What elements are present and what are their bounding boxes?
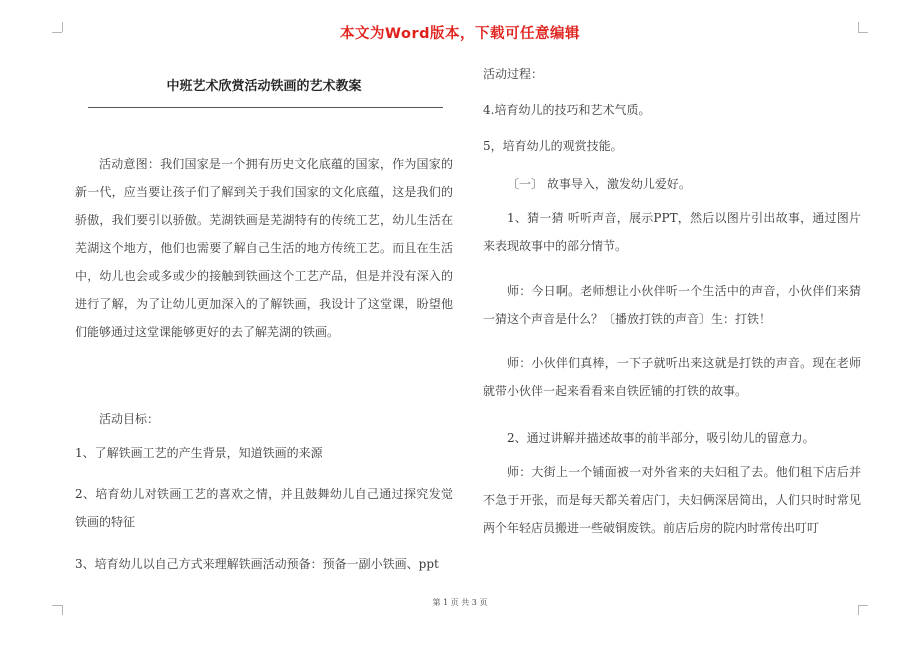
process-item-4: 4.培育幼儿的技巧和艺术气质。 — [483, 103, 651, 117]
section-1-heading: 〔一〕 故事导入，激发幼儿爱好。 — [507, 177, 691, 191]
goal-item-3: 3、培育幼儿以自己方式来理解铁画活动预备：预备一副小铁画、ppt — [75, 557, 439, 571]
teacher-paragraph-1: 师：今日啊。老师想让小伙伴听一个生活中的声音，小伙伴们来猜一猜这个声音是什么？〔播放打铁的声音〕生：打铁！ — [483, 284, 861, 326]
word-version-banner: 本文为Word版本，下载可任意编辑 — [340, 26, 580, 42]
step-1-paragraph: 1、猜一猜 听听声音，展示PPT，然后以图片引出故事，通过图片来表现故事中的部分情节。 — [483, 211, 861, 253]
goals-heading: 活动目标： — [99, 412, 160, 426]
goal-item-1: 1、了解铁画工艺的产生背景，知道铁画的来源 — [75, 446, 323, 460]
document-title: 中班艺术欣赏活动铁画的艺术教案 — [166, 79, 362, 94]
goal-item-2: 2、培育幼儿对铁画工艺的喜欢之情，并且鼓舞幼儿自己通过探究发觉铁画的特征 — [75, 487, 453, 529]
teacher-paragraph-3: 师：大街上一个铺面被一对外省来的夫妇租了去。他们租下店后并不急于开张，而是每天都关着店门，夫妇俩深居简出，人们只时时常见两个年轻店员搬进一些破铜废铁。前店后房的院内时常传出叮叮 — [483, 465, 861, 535]
title-divider — [88, 107, 443, 108]
teacher-paragraph-2: 师：小伙伴们真棒，一下子就听出来这就是打铁的声音。现在老师就带小伙伴一起来看看来自铁匠铺的打铁的故事。 — [483, 356, 861, 398]
step-2-paragraph: 2、通过讲解并描述故事的前半部分，吸引幼儿的留意力。 — [507, 431, 815, 445]
page-number-footer: 第 1 页 共 3 页 — [432, 598, 488, 607]
process-heading: 活动过程： — [483, 67, 544, 81]
process-item-5: 5，培育幼儿的观赏技能。 — [483, 139, 623, 153]
intro-paragraph: 活动意图：我们国家是一个拥有历史文化底蕴的国家，作为国家的新一代，应当要让孩子们了解到关于我们国家的文化底蕴，这是我们的骄傲，我们要引以骄傲。芜湖铁画是芜湖特有的传统工艺，幼儿生活在芜湖这个地方，他们也需要了解自己生活的地方传统工艺。而且在生活中，幼儿也会或多或少的接触到铁画这个工艺产品，但是并没有深入的进行了解，为了让幼儿更加深入的了解铁画，我设计了这堂课，盼望他们能够通过这堂课能够更好的去了解芜湖的铁画。 — [75, 157, 453, 339]
